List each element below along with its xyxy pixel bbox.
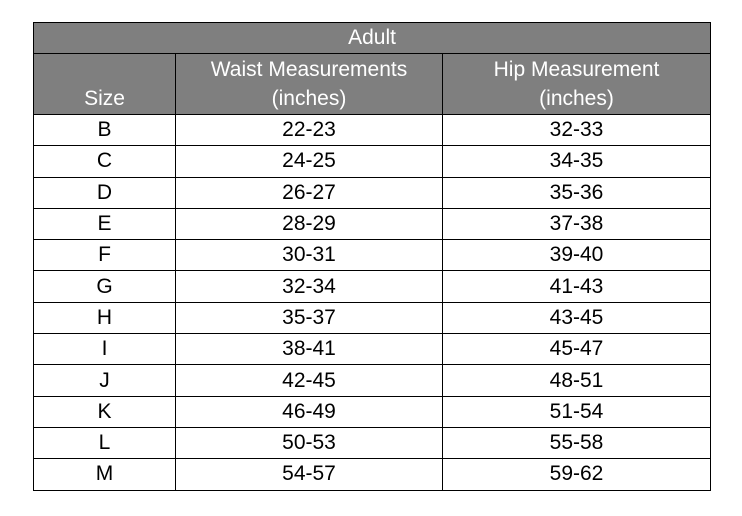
hip-cell: 37-38	[443, 208, 711, 239]
hip-cell: 35-36	[443, 177, 711, 208]
size-cell: F	[34, 240, 176, 271]
table-row	[34, 365, 711, 396]
size-cell: M	[34, 459, 176, 490]
hip-cell: 32-33	[443, 115, 711, 146]
hip-cell: 55-58	[443, 427, 711, 458]
size-cell: G	[34, 271, 176, 302]
hip-cell: 41-43	[443, 271, 711, 302]
size-cell: K	[34, 396, 176, 427]
hip-cell: 34-35	[443, 146, 711, 177]
table-row	[34, 208, 711, 239]
waist-cell: 38-41	[176, 334, 443, 365]
table-row	[34, 177, 711, 208]
size-cell: E	[34, 208, 176, 239]
waist-cell: 54-57	[176, 459, 443, 490]
size-cell: D	[34, 177, 176, 208]
size-cell: H	[34, 302, 176, 333]
hip-cell: 39-40	[443, 240, 711, 271]
table-row	[34, 146, 711, 177]
table-row	[34, 240, 711, 271]
size-cell: C	[34, 146, 176, 177]
table-row	[34, 427, 711, 458]
waist-cell: 28-29	[176, 208, 443, 239]
table-title: Adult	[34, 23, 711, 54]
hip-cell: 59-62	[443, 459, 711, 490]
waist-cell: 22-23	[176, 115, 443, 146]
size-cell: B	[34, 115, 176, 146]
hip-cell: 51-54	[443, 396, 711, 427]
header-size	[34, 54, 176, 115]
table-row	[34, 396, 711, 427]
title-row	[34, 23, 711, 54]
waist-cell: 46-49	[176, 396, 443, 427]
size-cell: L	[34, 427, 176, 458]
table-row	[34, 115, 711, 146]
waist-cell: 26-27	[176, 177, 443, 208]
header-waist-line2: (inches)	[271, 87, 347, 110]
waist-cell: 32-34	[176, 271, 443, 302]
header-row	[34, 54, 711, 115]
header-waist-line1: Waist Measurements	[210, 58, 408, 81]
size-chart-table	[33, 22, 711, 491]
waist-cell: 30-31	[176, 240, 443, 271]
waist-cell: 35-37	[176, 302, 443, 333]
table-row	[34, 302, 711, 333]
table-row	[34, 271, 711, 302]
header-size-label: Size	[84, 87, 125, 110]
waist-cell: 50-53	[176, 427, 443, 458]
hip-cell: 48-51	[443, 365, 711, 396]
waist-cell: 24-25	[176, 146, 443, 177]
table-row	[34, 334, 711, 365]
hip-cell: 43-45	[443, 302, 711, 333]
size-cell: I	[34, 334, 176, 365]
header-hip-line2: (inches)	[539, 87, 614, 110]
size-cell: J	[34, 365, 176, 396]
header-hip	[443, 54, 711, 115]
header-hip-line1: Hip Measurement	[493, 58, 660, 81]
hip-cell: 45-47	[443, 334, 711, 365]
waist-cell: 42-45	[176, 365, 443, 396]
table-row	[34, 459, 711, 490]
header-waist	[176, 54, 443, 115]
